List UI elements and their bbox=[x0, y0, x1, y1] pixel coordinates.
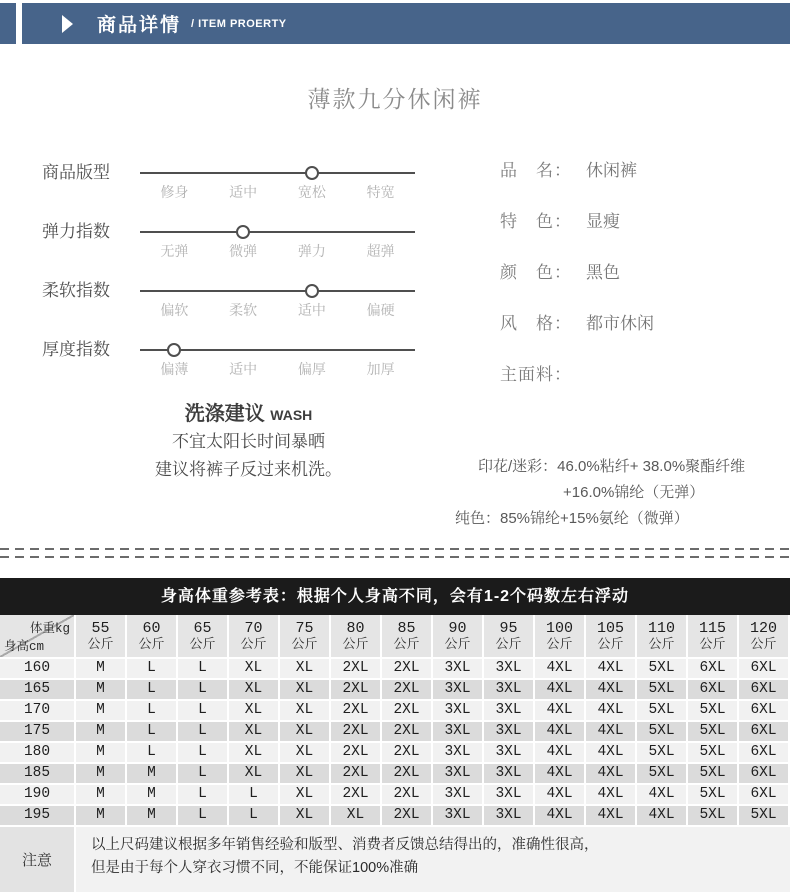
height-cell: 165 bbox=[0, 678, 76, 699]
size-cell: 2XL bbox=[382, 762, 433, 783]
wash-title bbox=[42, 401, 455, 428]
slider-option-label: 适中 bbox=[229, 184, 258, 200]
slider-track bbox=[140, 349, 415, 351]
size-cell: XL bbox=[229, 762, 280, 783]
property-value: 都市休闲 bbox=[586, 314, 654, 333]
property-label: 特 色： bbox=[500, 212, 572, 231]
property-row bbox=[455, 162, 790, 180]
size-cell: XL bbox=[229, 741, 280, 762]
size-cell: XL bbox=[280, 657, 331, 678]
height-cell: 170 bbox=[0, 699, 76, 720]
size-cell: L bbox=[127, 720, 178, 741]
weight-unit: 公斤 bbox=[291, 636, 318, 652]
size-cell: 2XL bbox=[331, 657, 382, 678]
size-cell: M bbox=[76, 783, 127, 804]
size-cell: 4XL bbox=[535, 762, 586, 783]
size-cell: L bbox=[127, 741, 178, 762]
slider-option-label: 宽松 bbox=[297, 184, 326, 200]
slider-options bbox=[140, 182, 415, 202]
size-cell: XL bbox=[280, 741, 331, 762]
size-cell: L bbox=[229, 783, 280, 804]
slider-track bbox=[140, 290, 415, 292]
size-cell: 3XL bbox=[484, 657, 535, 678]
dashed-line bbox=[0, 556, 790, 558]
size-cell: 2XL bbox=[331, 699, 382, 720]
weight-header-cell bbox=[433, 615, 484, 657]
attribute-slider bbox=[42, 339, 455, 379]
slider-options bbox=[140, 300, 415, 320]
height-cell: 185 bbox=[0, 762, 76, 783]
wash-advice bbox=[42, 401, 455, 484]
size-cell: L bbox=[178, 762, 229, 783]
size-cell: 4XL bbox=[535, 657, 586, 678]
weight-unit: 公斤 bbox=[189, 636, 216, 652]
size-cell: 4XL bbox=[586, 741, 637, 762]
slider-option-label: 加厚 bbox=[366, 361, 395, 377]
slider-knob bbox=[167, 343, 181, 357]
size-cell: 3XL bbox=[484, 699, 535, 720]
table-row bbox=[0, 657, 790, 678]
size-cell: XL bbox=[280, 762, 331, 783]
size-cell: 5XL bbox=[637, 678, 688, 699]
size-cell: 6XL bbox=[739, 699, 790, 720]
size-cell: 6XL bbox=[739, 762, 790, 783]
slider-label: 厚度指数 bbox=[42, 340, 110, 359]
property-value: 显瘦 bbox=[586, 212, 620, 231]
size-cell: 6XL bbox=[739, 783, 790, 804]
height-cell: 180 bbox=[0, 741, 76, 762]
size-table-title: 身高体重参考表：根据个人身高不同，会有1-2个码数左右浮动 bbox=[0, 578, 790, 615]
weight-header-cell bbox=[178, 615, 229, 657]
size-cell: 5XL bbox=[637, 699, 688, 720]
size-cell: 6XL bbox=[688, 657, 739, 678]
slider-track bbox=[140, 231, 415, 233]
attribute-slider bbox=[42, 280, 455, 320]
size-cell: 3XL bbox=[433, 783, 484, 804]
size-cell: 3XL bbox=[433, 741, 484, 762]
weight-value: 60 bbox=[142, 619, 161, 637]
header-title: 商品详情 bbox=[97, 15, 182, 36]
size-cell: 4XL bbox=[586, 720, 637, 741]
attribute-sliders bbox=[42, 162, 455, 379]
size-cell: M bbox=[76, 720, 127, 741]
slider-option-label: 适中 bbox=[229, 361, 258, 377]
weight-header-cell bbox=[331, 615, 382, 657]
size-cell: 4XL bbox=[637, 804, 688, 825]
weight-header-cell bbox=[739, 615, 790, 657]
size-reference-table bbox=[0, 615, 790, 825]
size-cell: 6XL bbox=[739, 657, 790, 678]
size-cell: M bbox=[127, 762, 178, 783]
weight-unit: 公斤 bbox=[240, 636, 267, 652]
size-cell: 3XL bbox=[433, 657, 484, 678]
slider-option-label: 无弹 bbox=[160, 243, 189, 259]
size-cell: L bbox=[229, 804, 280, 825]
size-cell: 5XL bbox=[688, 699, 739, 720]
slider-option-label: 修身 bbox=[160, 184, 189, 200]
dashed-divider bbox=[0, 548, 790, 558]
header-subtitle: / ITEM PROERTY bbox=[191, 17, 287, 30]
slider-track bbox=[140, 172, 415, 174]
property-row bbox=[455, 264, 790, 282]
size-cell: 2XL bbox=[331, 720, 382, 741]
size-cell: 5XL bbox=[637, 741, 688, 762]
wash-title-en: WASH bbox=[270, 407, 313, 423]
size-cell: 3XL bbox=[484, 783, 535, 804]
size-cell: 5XL bbox=[688, 783, 739, 804]
slider-knob bbox=[305, 166, 319, 180]
weight-unit: 公斤 bbox=[495, 636, 522, 652]
size-cell: 3XL bbox=[484, 762, 535, 783]
weight-unit: 公斤 bbox=[546, 636, 573, 652]
property-label: 主面料： bbox=[500, 365, 572, 384]
size-cell: 4XL bbox=[535, 804, 586, 825]
weight-value: 95 bbox=[499, 619, 518, 637]
size-cell: 5XL bbox=[688, 762, 739, 783]
size-cell: M bbox=[76, 699, 127, 720]
size-cell: 3XL bbox=[433, 699, 484, 720]
weight-unit: 公斤 bbox=[648, 636, 675, 652]
slider-option-label: 弹力 bbox=[297, 243, 326, 259]
size-cell: 6XL bbox=[739, 741, 790, 762]
slider-label: 柔软指数 bbox=[42, 281, 110, 300]
size-cell: 4XL bbox=[637, 783, 688, 804]
slider-option-label: 偏硬 bbox=[366, 302, 395, 318]
weight-header-cell bbox=[127, 615, 178, 657]
size-cell: L bbox=[178, 657, 229, 678]
table-row bbox=[0, 720, 790, 741]
note-line: 但是由于每个人穿衣习惯不同，不能保证100%准确 bbox=[91, 860, 419, 876]
size-cell: XL bbox=[229, 678, 280, 699]
height-cell: 195 bbox=[0, 804, 76, 825]
weight-value: 75 bbox=[295, 619, 314, 637]
size-cell: 5XL bbox=[739, 804, 790, 825]
size-cell: 3XL bbox=[484, 804, 535, 825]
weight-header-cell bbox=[76, 615, 127, 657]
size-cell: L bbox=[127, 678, 178, 699]
size-cell: 6XL bbox=[739, 678, 790, 699]
weight-header-cell bbox=[280, 615, 331, 657]
size-cell: XL bbox=[280, 720, 331, 741]
table-row bbox=[0, 762, 790, 783]
size-cell: M bbox=[76, 741, 127, 762]
weight-value: 100 bbox=[545, 619, 573, 637]
size-cell: L bbox=[178, 699, 229, 720]
slider-option-label: 柔软 bbox=[229, 302, 258, 318]
weight-unit: 公斤 bbox=[87, 636, 114, 652]
fabric-line: 印花/迷彩：46.0%粘纤+ 38.0%聚酯纤维 bbox=[478, 458, 746, 475]
height-cell: 190 bbox=[0, 783, 76, 804]
weight-value: 110 bbox=[647, 619, 675, 637]
wash-advice-line: 建议将裤子反过来机洗。 bbox=[155, 460, 342, 479]
size-cell: 3XL bbox=[433, 804, 484, 825]
size-cell: 4XL bbox=[535, 720, 586, 741]
table-row bbox=[0, 804, 790, 825]
size-cell: 4XL bbox=[535, 699, 586, 720]
size-cell: 2XL bbox=[331, 783, 382, 804]
size-cell: L bbox=[178, 741, 229, 762]
size-cell: 5XL bbox=[688, 720, 739, 741]
height-cell: 175 bbox=[0, 720, 76, 741]
table-row bbox=[0, 699, 790, 720]
weight-unit: 公斤 bbox=[597, 636, 624, 652]
fabric-composition bbox=[455, 454, 790, 532]
size-cell: 4XL bbox=[535, 741, 586, 762]
size-cell: 3XL bbox=[433, 678, 484, 699]
size-cell: 4XL bbox=[586, 804, 637, 825]
size-cell: XL bbox=[229, 657, 280, 678]
property-row bbox=[455, 366, 790, 384]
property-label: 颜 色： bbox=[500, 263, 572, 282]
weight-header-cell bbox=[382, 615, 433, 657]
table-row bbox=[0, 678, 790, 699]
size-cell: M bbox=[127, 783, 178, 804]
size-cell: 5XL bbox=[688, 804, 739, 825]
weight-header-cell bbox=[229, 615, 280, 657]
table-corner-cell bbox=[0, 615, 76, 657]
slider-body bbox=[140, 339, 415, 379]
size-cell: 2XL bbox=[382, 699, 433, 720]
product-title: 薄款九分休闲裤 bbox=[307, 86, 483, 112]
slider-option-label: 微弹 bbox=[229, 243, 258, 259]
size-cell: M bbox=[76, 657, 127, 678]
wash-advice-line: 不宜太阳长时间暴晒 bbox=[172, 432, 325, 451]
fabric-line: 纯色：85%锦纶+15%氨纶（微弹） bbox=[455, 510, 689, 527]
size-cell: XL bbox=[280, 783, 331, 804]
header-accent-block bbox=[0, 3, 16, 44]
size-cell: L bbox=[178, 804, 229, 825]
note-label: 注意 bbox=[0, 827, 76, 892]
size-cell: 6XL bbox=[688, 678, 739, 699]
size-cell: XL bbox=[229, 699, 280, 720]
size-cell: 2XL bbox=[382, 804, 433, 825]
size-cell: 2XL bbox=[382, 678, 433, 699]
attribute-slider bbox=[42, 162, 455, 202]
size-cell: 4XL bbox=[586, 657, 637, 678]
size-cell: L bbox=[127, 699, 178, 720]
slider-option-label: 特宽 bbox=[366, 184, 395, 200]
weight-unit: 公斤 bbox=[138, 636, 165, 652]
weight-value: 55 bbox=[91, 619, 110, 637]
header-bar bbox=[22, 3, 790, 44]
corner-weight-label: 体重kg bbox=[29, 622, 70, 636]
slider-knob bbox=[236, 225, 250, 239]
property-value: 黑色 bbox=[586, 263, 620, 282]
size-cell: 3XL bbox=[484, 720, 535, 741]
slider-option-label: 偏厚 bbox=[297, 361, 326, 377]
slider-options bbox=[140, 359, 415, 379]
size-cell: M bbox=[76, 678, 127, 699]
size-cell: 4XL bbox=[586, 699, 637, 720]
table-row bbox=[0, 783, 790, 804]
weight-unit: 公斤 bbox=[342, 636, 369, 652]
slider-body bbox=[140, 162, 415, 202]
size-cell: 3XL bbox=[433, 762, 484, 783]
size-cell: L bbox=[127, 657, 178, 678]
note-text bbox=[76, 827, 790, 892]
slider-knob bbox=[305, 284, 319, 298]
size-cell: 2XL bbox=[382, 720, 433, 741]
dashed-line bbox=[0, 548, 790, 550]
slider-options bbox=[140, 241, 415, 261]
section-header-bar bbox=[0, 3, 790, 44]
product-properties bbox=[455, 162, 790, 384]
weight-unit: 公斤 bbox=[699, 636, 726, 652]
size-cell: L bbox=[178, 720, 229, 741]
weight-value: 90 bbox=[448, 619, 467, 637]
slider-option-label: 超弹 bbox=[366, 243, 395, 259]
weight-value: 105 bbox=[596, 619, 624, 637]
weight-header-cell bbox=[586, 615, 637, 657]
weight-unit: 公斤 bbox=[444, 636, 471, 652]
size-cell: XL bbox=[280, 699, 331, 720]
size-cell: 2XL bbox=[382, 657, 433, 678]
size-cell: 6XL bbox=[739, 720, 790, 741]
slider-option-label: 适中 bbox=[297, 302, 326, 318]
property-row bbox=[455, 213, 790, 231]
size-cell: L bbox=[178, 783, 229, 804]
weight-header-cell bbox=[484, 615, 535, 657]
size-cell: 5XL bbox=[637, 720, 688, 741]
weight-header-cell bbox=[535, 615, 586, 657]
size-cell: L bbox=[178, 678, 229, 699]
size-cell: 5XL bbox=[637, 657, 688, 678]
size-cell: 4XL bbox=[586, 678, 637, 699]
fabric-line: +16.0%锦纶（无弹） bbox=[563, 484, 705, 501]
slider-label: 弹力指数 bbox=[42, 222, 110, 241]
size-cell: 2XL bbox=[382, 783, 433, 804]
size-cell: 2XL bbox=[331, 678, 382, 699]
weight-unit: 公斤 bbox=[750, 636, 777, 652]
size-cell: M bbox=[76, 804, 127, 825]
height-cell: 160 bbox=[0, 657, 76, 678]
size-cell: 2XL bbox=[331, 741, 382, 762]
arrow-right-icon bbox=[62, 15, 73, 33]
product-properties-column bbox=[455, 162, 790, 532]
note-line: 以上尺码建议根据多年销售经验和版型、消费者反馈总结得出的，准确性很高， bbox=[91, 837, 599, 853]
property-label: 风 格： bbox=[500, 314, 572, 333]
weight-unit: 公斤 bbox=[393, 636, 420, 652]
size-note-row bbox=[0, 825, 790, 892]
slider-label: 商品版型 bbox=[42, 163, 110, 182]
product-spec-section bbox=[0, 162, 790, 532]
size-cell: 3XL bbox=[484, 678, 535, 699]
size-cell: 4XL bbox=[535, 678, 586, 699]
size-cell: XL bbox=[280, 804, 331, 825]
size-cell: M bbox=[127, 804, 178, 825]
weight-value: 115 bbox=[698, 619, 726, 637]
size-cell: 5XL bbox=[688, 741, 739, 762]
size-cell: 5XL bbox=[637, 762, 688, 783]
slider-option-label: 偏软 bbox=[160, 302, 189, 318]
size-cell: M bbox=[76, 762, 127, 783]
weight-value: 70 bbox=[244, 619, 263, 637]
property-value: 休闲裤 bbox=[586, 161, 637, 180]
weight-value: 85 bbox=[397, 619, 416, 637]
weight-value: 120 bbox=[749, 619, 777, 637]
size-cell: 4XL bbox=[535, 783, 586, 804]
slider-body bbox=[140, 221, 415, 261]
size-cell: 2XL bbox=[331, 762, 382, 783]
weight-value: 65 bbox=[193, 619, 212, 637]
property-row bbox=[455, 315, 790, 333]
size-cell: 2XL bbox=[382, 741, 433, 762]
weight-value: 80 bbox=[346, 619, 365, 637]
size-cell: XL bbox=[331, 804, 382, 825]
size-cell: 3XL bbox=[433, 720, 484, 741]
corner-height-label: 身高cm bbox=[4, 640, 45, 654]
wash-title-cn: 洗涤建议 bbox=[184, 403, 265, 425]
size-cell: XL bbox=[280, 678, 331, 699]
table-row bbox=[0, 741, 790, 762]
size-cell: XL bbox=[229, 720, 280, 741]
size-cell: 3XL bbox=[484, 741, 535, 762]
size-cell: 4XL bbox=[586, 762, 637, 783]
attribute-slider bbox=[42, 221, 455, 261]
weight-header-cell bbox=[637, 615, 688, 657]
slider-body bbox=[140, 280, 415, 320]
slider-option-label: 偏薄 bbox=[160, 361, 189, 377]
weight-header-cell bbox=[688, 615, 739, 657]
property-label: 品 名： bbox=[500, 161, 572, 180]
attribute-sliders-column bbox=[0, 162, 455, 532]
size-cell: 4XL bbox=[586, 783, 637, 804]
